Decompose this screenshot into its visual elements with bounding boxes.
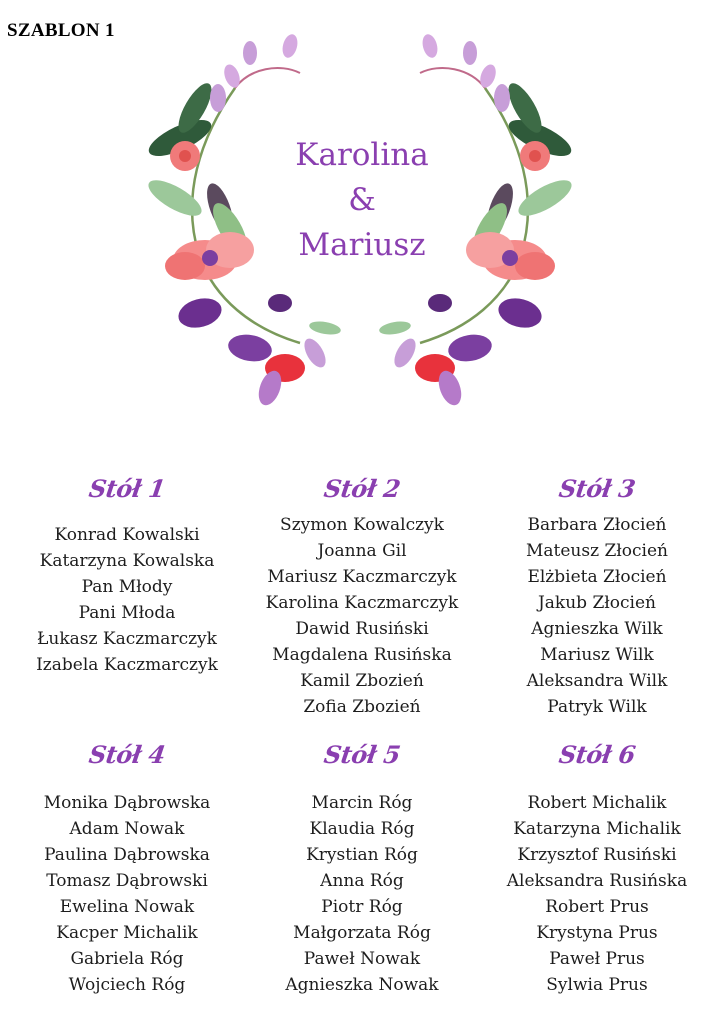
guest-name: Anna Róg [320, 871, 404, 891]
guest-name: Mariusz Wilk [540, 645, 654, 665]
guest-name: Magdalena Rusińska [272, 645, 452, 665]
guest-name: Robert Michalik [527, 793, 667, 813]
template-label: SZABLON 1 [7, 20, 115, 41]
guest-name: Łukasz Kaczmarczyk [37, 629, 217, 649]
guest-list [7, 790, 247, 998]
guest-name: Paweł Nowak [303, 949, 421, 969]
guest-name: Joanna Gil [317, 541, 407, 561]
guest-name: Elżbieta Złocień [527, 567, 667, 587]
guest-name: Pani Młoda [78, 603, 176, 623]
guest-name: Mateusz Złocień [526, 541, 668, 561]
guest-name: Piotr Róg [321, 897, 403, 917]
table-1 [7, 472, 247, 678]
guest-name: Adam Nowak [69, 819, 185, 839]
guest-name: Kacper Michalik [56, 923, 198, 943]
guest-name: Konrad Kowalski [54, 525, 200, 545]
couple-names [222, 133, 502, 268]
guest-name: Barbara Złocień [527, 515, 667, 535]
table-5 [242, 738, 482, 998]
table-3 [477, 472, 717, 720]
guest-name: Mariusz Kaczmarczyk [267, 567, 457, 587]
guest-name: Agnieszka Nowak [285, 975, 439, 995]
table-title: Stół 2 [322, 474, 402, 503]
guest-name: Robert Prus [545, 897, 649, 917]
bride-name: Karolina [295, 137, 429, 173]
guest-name: Katarzyna Kowalska [39, 551, 215, 571]
guest-name: Marcin Róg [311, 793, 413, 813]
guest-name: Gabriela Róg [70, 949, 184, 969]
guest-name: Monika Dąbrowska [43, 793, 211, 813]
table-title: Stół 6 [557, 740, 637, 769]
guest-name: Paweł Prus [549, 949, 645, 969]
guest-list [477, 512, 717, 720]
guest-name: Izabela Kaczmarczyk [36, 655, 218, 675]
table-title: Stół 3 [557, 474, 637, 503]
guest-list [242, 790, 482, 998]
guest-name: Krystian Róg [306, 845, 418, 865]
ampersand: & [348, 182, 376, 218]
guest-name: Ewelina Nowak [59, 897, 195, 917]
table-title: Stół 1 [87, 474, 167, 503]
guest-name: Patryk Wilk [547, 697, 647, 717]
guest-name: Tomasz Dąbrowski [46, 871, 208, 891]
table-title: Stół 5 [322, 740, 402, 769]
guest-name: Wojciech Róg [68, 975, 186, 995]
guest-name: Karolina Kaczmarczyk [265, 593, 459, 613]
guest-name: Pan Młody [81, 577, 173, 597]
guest-name: Sylwia Prus [546, 975, 648, 995]
guest-name: Małgorzata Róg [293, 923, 431, 943]
guest-name: Agnieszka Wilk [531, 619, 663, 639]
guest-name: Katarzyna Michalik [513, 819, 681, 839]
guest-name: Kamil Zbozień [300, 671, 424, 691]
guest-list [477, 790, 717, 998]
guest-name: Aleksandra Rusińska [506, 871, 688, 891]
guest-name: Klaudia Róg [309, 819, 415, 839]
guest-name: Krzysztof Rusiński [517, 845, 677, 865]
guest-name: Jakub Złocień [537, 593, 656, 613]
guest-list [7, 522, 247, 678]
guest-name: Aleksandra Wilk [526, 671, 668, 691]
guest-name: Krystyna Prus [536, 923, 658, 943]
guest-list [242, 512, 482, 720]
guest-name: Szymon Kowalczyk [280, 515, 444, 535]
table-4 [7, 738, 247, 998]
table-title: Stół 4 [87, 740, 167, 769]
groom-name: Mariusz [298, 227, 426, 263]
guest-name: Dawid Rusiński [295, 619, 429, 639]
table-6 [477, 738, 717, 998]
guest-name: Paulina Dąbrowska [44, 845, 210, 865]
table-2 [242, 472, 482, 720]
guest-name: Zofia Zbozień [303, 697, 421, 717]
